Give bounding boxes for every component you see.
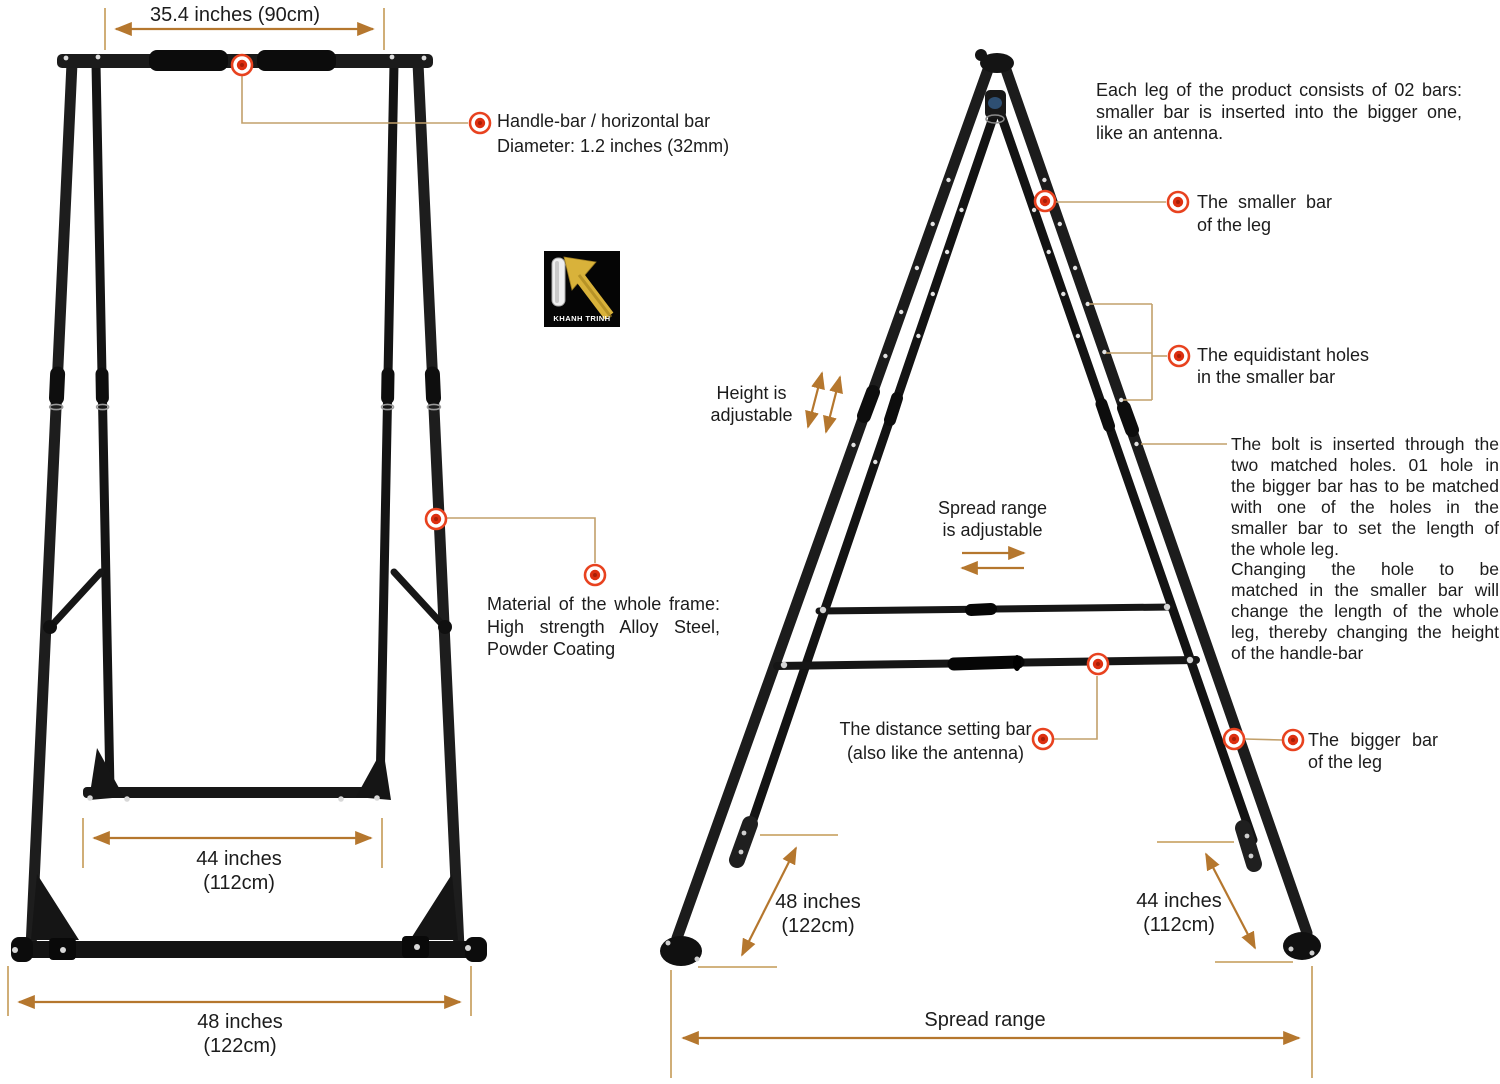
side-44in-line1: 44 inches	[1136, 890, 1222, 912]
spread-adjustable-line1: Spread range	[937, 498, 1048, 518]
dim-mid-line2: (112cm)	[203, 872, 275, 894]
marker-material-on-leg	[426, 509, 446, 529]
front-outer-right-leg	[418, 63, 459, 948]
distance-bar-line1: The distance setting bar	[839, 719, 1032, 739]
brand-logo	[544, 251, 620, 327]
smaller-bar-line2: of the leg	[1197, 215, 1272, 235]
marker-material-label	[585, 565, 605, 585]
marker-smaller-bar-on-leg	[1035, 191, 1055, 211]
spread-range-label	[880, 1009, 1090, 1032]
dim-mid-line1: 44 inches	[196, 848, 282, 870]
connector-distance-bar	[1054, 676, 1097, 739]
side-48in-line1: 48 inches	[775, 891, 861, 913]
spread-adjustable-line2: is adjustable	[942, 520, 1043, 540]
left-foot	[660, 936, 702, 966]
smaller-bar-annotation	[1197, 191, 1332, 237]
bolt-note-line: smaller bar to set the length of	[1231, 517, 1499, 538]
front-right-brace	[394, 572, 440, 622]
intro-line2: smaller bar is inserted into the bigger one,	[1096, 101, 1462, 122]
front-inner-right-leg	[380, 64, 394, 790]
handlebar-annotation	[497, 109, 747, 159]
intro-line1: Each leg of the product consists of 02 bars:	[1096, 80, 1462, 100]
material-annotation	[487, 593, 720, 661]
bolt-note-line: leg, thereby changing the height	[1231, 622, 1499, 643]
intro-paragraph	[1096, 80, 1462, 145]
front-inner-left-leg	[96, 64, 110, 790]
bolt-note-line: Changing the hole to be	[1231, 559, 1499, 580]
dim-top-text: 35.4 inches (90cm)	[149, 4, 321, 26]
spread-adjustable-label	[930, 497, 1055, 541]
front-outer-left-leg	[31, 63, 72, 948]
dimension-graphics	[8, 8, 1312, 1078]
material-line3: Powder Coating	[487, 639, 616, 659]
bigger-bar-annotation	[1308, 729, 1438, 773]
side-48in-line2: (122cm)	[781, 915, 855, 937]
logo-brand-text: KHANH TRINH	[553, 314, 611, 323]
handlebar-line2: Diameter: 1.2 inches (32mm)	[497, 136, 730, 156]
arrow-height-adjustable-2	[826, 377, 840, 432]
bolt-note-line: with one of the holes in the	[1231, 496, 1499, 517]
bolt-note-line: The bolt is inserted through the	[1231, 434, 1499, 454]
dim-mid-label	[139, 847, 339, 895]
connector-material	[447, 518, 595, 563]
height-adjustable-label	[700, 382, 803, 426]
dim-bottom-label	[140, 1010, 340, 1058]
smaller-bar-line1: The smaller bar	[1197, 192, 1332, 212]
side-44in-line2: (112cm)	[1143, 914, 1215, 936]
bolt-note-line: the whole leg.	[1231, 538, 1339, 559]
marker-handlebar-label	[470, 113, 490, 133]
marker-bigger-bar-on-leg	[1224, 729, 1244, 749]
marker-handlebar-on-bar	[232, 55, 252, 75]
bolt-note-line: the bigger bar has to be matched	[1231, 475, 1499, 496]
intro-line3: like an antenna.	[1096, 123, 1224, 143]
material-line1: Material of the whole frame:	[487, 594, 720, 614]
equidistant-holes-annotation	[1197, 344, 1369, 388]
spread-range-text: Spread range	[924, 1009, 1046, 1031]
foam-grip-right	[257, 50, 336, 71]
height-adjustable-line1: Height is	[716, 383, 787, 403]
front-left-brace	[55, 572, 101, 622]
side-dim-left-leg-label	[758, 890, 878, 938]
bolt-note-line: change the length of the whole	[1231, 601, 1499, 622]
arrow-height-adjustable-1	[808, 373, 822, 427]
bolt-note-paragraph	[1231, 434, 1499, 664]
distance-bar-line2: (also like the antenna)	[846, 743, 1025, 763]
marker-equidistant-label	[1169, 346, 1189, 366]
height-adjustable-line2: adjustable	[710, 405, 793, 425]
connector-handlebar	[242, 76, 468, 123]
marker-bigger-bar-label	[1283, 730, 1303, 750]
equidistant-line1: The equidistant holes	[1197, 345, 1369, 365]
side-dim-right-leg-label	[1119, 889, 1239, 937]
bolt-note-line: matched in the smaller bar will	[1231, 580, 1499, 601]
bigger-bar-line1: The bigger bar	[1308, 730, 1438, 750]
bigger-bar-line2: of the leg	[1308, 752, 1383, 772]
equidistant-line2: in the smaller bar	[1197, 367, 1336, 387]
dim-top-label	[110, 4, 360, 27]
marker-distance-bar-on-bar	[1088, 654, 1108, 674]
marker-smaller-bar-label	[1168, 192, 1188, 212]
distance-bar-annotation	[833, 717, 1038, 765]
connector-bigger-bar	[1245, 739, 1282, 740]
dim-bottom-line2: (122cm)	[203, 1035, 277, 1057]
right-foot	[1283, 932, 1321, 960]
dim-bottom-line1: 48 inches	[197, 1011, 283, 1033]
bolt-note-line: two matched holes. 01 hole in	[1231, 454, 1499, 475]
bolt-note-line: of the handle-bar	[1231, 643, 1364, 664]
foam-grip-left	[149, 50, 228, 71]
material-line2: High strength Alloy Steel,	[487, 616, 720, 637]
handlebar-line1: Handle-bar / horizontal bar	[497, 111, 711, 131]
